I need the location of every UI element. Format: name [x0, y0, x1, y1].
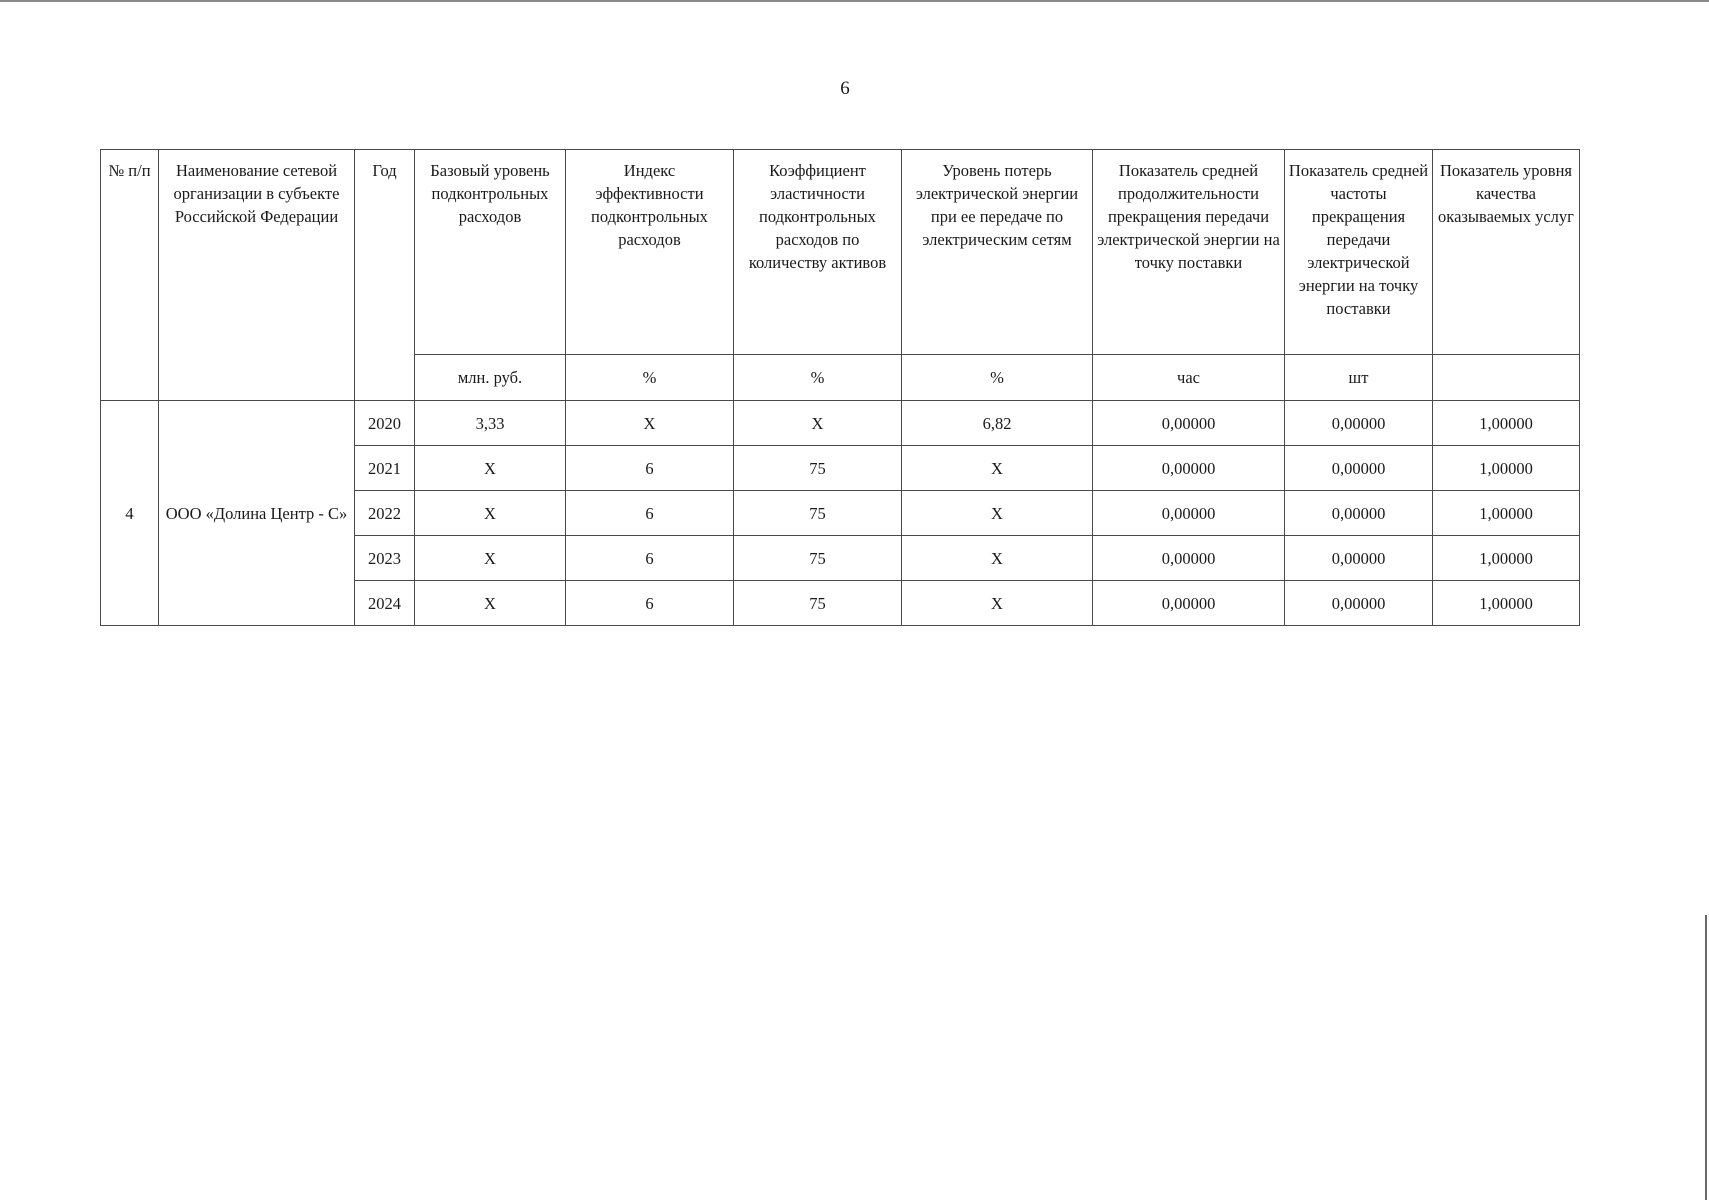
header-quality: Показатель уровня качества оказываемых услуг [1433, 150, 1580, 355]
table-row [101, 401, 1580, 446]
cell-frequency: 0,00000 [1285, 536, 1433, 581]
entry-org: ООО «Долина Центр - С» [159, 401, 355, 626]
cell-coef: 75 [734, 581, 902, 626]
cell-quality: 1,00000 [1433, 536, 1580, 581]
cell-base: X [415, 536, 566, 581]
cell-year: 2023 [355, 536, 415, 581]
indicators-table [100, 149, 1580, 626]
cell-coef: X [734, 401, 902, 446]
entry-num: 4 [101, 401, 159, 626]
cell-duration: 0,00000 [1093, 491, 1285, 536]
unit-coef: % [734, 355, 902, 401]
cell-duration: 0,00000 [1093, 401, 1285, 446]
cell-year: 2024 [355, 581, 415, 626]
header-row [101, 150, 1580, 355]
cell-year: 2021 [355, 446, 415, 491]
cell-loss: X [902, 446, 1093, 491]
cell-loss: X [902, 536, 1093, 581]
header-coef: Коэффициент эластичности подконтрольных расходов по количеству активов [734, 150, 902, 355]
header-frequency: Показатель средней частоты прекращения передачи электрической энергии на точку поставки [1285, 150, 1433, 355]
cell-loss: X [902, 491, 1093, 536]
unit-loss: % [902, 355, 1093, 401]
cell-base: X [415, 446, 566, 491]
cell-year: 2022 [355, 491, 415, 536]
cell-quality: 1,00000 [1433, 581, 1580, 626]
cell-index: 6 [566, 491, 734, 536]
cell-frequency: 0,00000 [1285, 581, 1433, 626]
cell-coef: 75 [734, 446, 902, 491]
cell-base: 3,33 [415, 401, 566, 446]
unit-frequency: шт [1285, 355, 1433, 401]
cell-duration: 0,00000 [1093, 536, 1285, 581]
header-num: № п/п [101, 150, 159, 401]
cell-coef: 75 [734, 491, 902, 536]
cell-index: 6 [566, 446, 734, 491]
cell-quality: 1,00000 [1433, 401, 1580, 446]
header-year: Год [355, 150, 415, 401]
cell-year: 2020 [355, 401, 415, 446]
cell-quality: 1,00000 [1433, 491, 1580, 536]
cell-coef: 75 [734, 536, 902, 581]
header-org: Наименование сетевой организации в субъекте Российской Федерации [159, 150, 355, 401]
cell-loss: X [902, 581, 1093, 626]
cell-loss: 6,82 [902, 401, 1093, 446]
cell-duration: 0,00000 [1093, 581, 1285, 626]
cell-index: X [566, 401, 734, 446]
cell-frequency: 0,00000 [1285, 446, 1433, 491]
unit-duration: час [1093, 355, 1285, 401]
unit-index: % [566, 355, 734, 401]
cell-base: X [415, 581, 566, 626]
cell-duration: 0,00000 [1093, 446, 1285, 491]
cell-quality: 1,00000 [1433, 446, 1580, 491]
header-base: Базовый уровень подконтрольных расходов [415, 150, 566, 355]
header-loss: Уровень потерь электрической энергии при ее передаче по электрическим сетям [902, 150, 1093, 355]
cell-index: 6 [566, 536, 734, 581]
scan-edge-mark [1705, 915, 1707, 1200]
cell-index: 6 [566, 581, 734, 626]
page-number: 6 [840, 78, 850, 99]
unit-quality [1433, 355, 1580, 401]
cell-frequency: 0,00000 [1285, 491, 1433, 536]
top-border-line [0, 0, 1709, 2]
header-index: Индекс эффективности подконтрольных расходов [566, 150, 734, 355]
cell-frequency: 0,00000 [1285, 401, 1433, 446]
unit-base: млн. руб. [415, 355, 566, 401]
cell-base: X [415, 491, 566, 536]
header-duration: Показатель средней продолжительности прекращения передачи электрической энергии на точку поставки [1093, 150, 1285, 355]
